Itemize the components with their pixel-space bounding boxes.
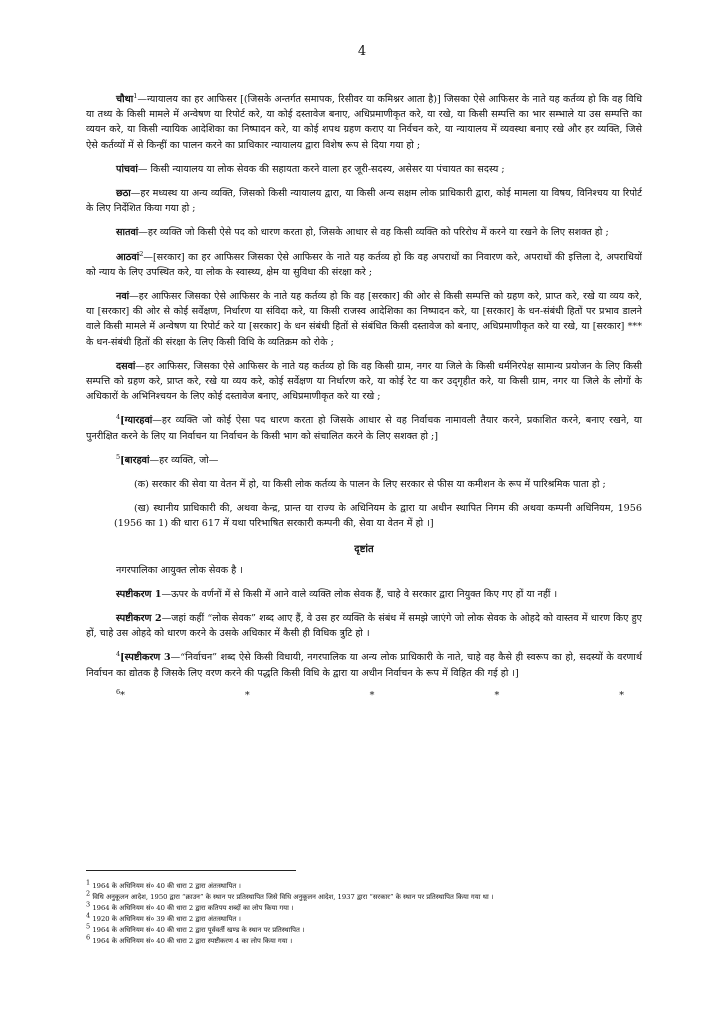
clause-seventh <box>86 225 642 240</box>
sub-clause-b: (ख) स्थानीय प्राधिकारी की, अथवा केन्द्र, प्रान्त या राज्य के अधिनियम के द्वारा या अधीन स्थापित निगम की अथवा कम्पनी अधिनियम, 1956 (1956 का 1) की धारा 617 में यथा परिभाषित सरकारी कम्पनी की, सेवा या वेतन में हो ।] <box>114 503 642 530</box>
star-mark: * <box>494 689 500 701</box>
footnote-ref: 5 <box>116 452 121 461</box>
footnote: 6 1964 के अधिनियम सं० 40 की धारा 2 द्वारा स्पष्टीकरण 4 का लोप किया गया । <box>86 933 293 945</box>
clause-heading: [बारहवां <box>120 454 150 466</box>
clause-heading: सातवां <box>116 227 139 239</box>
footnote-ref: 1 <box>133 91 138 100</box>
footnote-rule <box>86 870 296 871</box>
footnote: 4 1920 के अधिनियम सं० 39 की धारा 2 द्वारा अंतःस्थापित । <box>86 911 242 923</box>
page-number: 4 <box>357 44 367 59</box>
omission-stars <box>86 687 642 701</box>
clause-text: —हर आफिसर, जिसका ऐसे आफिसर के नाते यह कर्तव्य हो कि वह किसी ग्राम, नगर या जिले के किसी धर्मनिरपेक्ष सामान्य प्रयोजन के लिए किसी सम्पत्ति को ग्रहण करे, प्राप्त करे, रखे या व्यय करे, कोई सर्वेक्षण या निर्धारण करे, या कोई रेट या कर उद्‌गृहीत करे, या किसी ग्राम, नगर या जिले के लोगों के अधिकारों के अभिनिश्चयन के लिए कोई दस्तावेज बनाए, अधिप्रमाणीकृत करे या रखे ; <box>86 360 642 403</box>
explanation-heading: स्पष्टीकरण 1 <box>116 588 162 600</box>
clause-text: —हर व्यक्ति जो कोई ऐसा पद धारण करता हो जिसके आधार से वह निर्वाचक नामावली तैयार करने, प्रकाशित करने, बनाए रखने, या पुनरीक्षित करने के लिए या निर्वाचन या निर्वाचन के किसी भाग को संचालित करने के लिए सशक्त हो ;] <box>86 415 642 442</box>
explanation-heading: [स्पष्टीकरण 3 <box>120 652 171 664</box>
star-mark: * <box>369 689 375 701</box>
footnote-ref: 4 <box>116 413 121 422</box>
explanation-3 <box>86 650 642 680</box>
footnote-ref: 6 <box>116 687 121 696</box>
clause-eighth <box>86 250 642 280</box>
page-body <box>86 92 642 701</box>
clause-text: —हर व्यक्ति, जो— <box>149 454 219 466</box>
star-mark: * <box>244 689 250 701</box>
footnote-ref: 2 <box>139 249 144 258</box>
clause-heading: चौथा <box>116 94 134 105</box>
clause-ninth <box>86 289 642 350</box>
explanation-1 <box>86 587 642 602</box>
footnote: 1 1964 के अधिनियम सं० 40 की धारा 2 द्वारा अंतःस्थापित । <box>86 878 242 890</box>
illustration-text: नगरपालिका आयुक्त लोक सेवक है । <box>116 564 243 576</box>
explanation-text: —“निर्वाचन” शब्द ऐसे किसी विधायी, नगरपालिक या अन्य लोक प्राधिकारी के नाते, चाहे वह कैसे ही स्वरूप का हो, सदस्यों के वरणार्थ निर्वाचन का द्योतक है जिसके लिए वरण करने की पद्धति किसी विधि के द्वारा या अधीन निर्वाचन के रूप में विहित की गई हो ।] <box>86 652 642 679</box>
explanation-2 <box>86 611 642 641</box>
clause-fifth <box>86 162 642 177</box>
clause-text: —हर व्यक्ति जो किसी ऐसे पद को धारण करता हो, जिसके आधार से वह किसी व्यक्ति को परिरोध में करने या रखने के लिए सशक्त हो ; <box>138 227 609 239</box>
footnote-ref: 4 <box>116 650 121 659</box>
clause-twelfth <box>86 453 642 468</box>
explanation-text: —ऊपर के वर्णनों में से किसी में आने वाले व्यक्ति लोक सेवक हैं, चाहे वे सरकार द्वारा नियुक्त किए गए हों या नहीं । <box>161 588 558 600</box>
clause-heading: [ग्यारहवां <box>120 415 153 427</box>
sub-clause-a: (क) सरकार की सेवा या वेतन में हो, या किसी लोक कर्तव्य के पालन के लिए सरकार से फीस या कमीशन के रूप में पारिश्रमिक पाता हो ; <box>134 479 606 491</box>
clause-text: —[सरकार] का हर आफिसर जिसका ऐसे आफिसर के नाते यह कर्तव्य हो कि वह अपराधों का निवारण करे, अपराधों की इत्तिला दे, अपराधियों को न्याय के लिए उपस्थित करे, या लोक के स्वास्थ्य, क्षेम या सुविधा की संरक्षा करे ; <box>86 251 642 278</box>
footnote: 3 1964 के अधिनियम सं० 40 की धारा 2 द्वारा कतिपय शब्दों का लोप किया गया । <box>86 900 294 912</box>
clause-fourth <box>86 92 642 153</box>
clause-heading: छठा <box>116 188 131 200</box>
clause-heading: दसवां <box>116 360 136 372</box>
clause-text: —न्यायालय का हर आफिसर [(जिसके अन्तर्गत समापक, रिसीवर या कमिश्नर आता है)] जिसका ऐसे आफिसर के नाते यह कर्तव्य हो कि वह विधि या तथ्य के किसी मामले में अन्वेषण या रिपोर्ट करे, या कोई दस्तावेज बनाए, अधिप्रमाणीकृत करे, या रखे, या किसी सम्पत्ति का भार सम्भाले या उस सम्पत्ति का व्ययन करे, या किसी न्यायिक आदेशिका का निष्पादन करे, या कोई शपथ ग्रहण कराए या निर्वचन करे, या न्यायालय में व्यवस्था बनाए रखे और हर व्यक्ति, जिसे ऐसे कर्तव्यों में से किन्हीं का पालन करने का प्राधिकार न्यायालय द्वारा विशेष रूप से दिया गया हो ; <box>86 94 642 151</box>
footnotes <box>86 870 642 947</box>
explanation-text: —जहां कहीं “लोक सेवक” शब्द आए हैं, वे उस हर व्यक्ति के संबंध में समझे जाएंगे जो लोक सेवक के ओहदे को वास्तव में धारण किए हुए हों, चाहे उस ओहदे को धारण करने के उसके अधिकार में कैसी ही विधिक त्रुटि हो । <box>86 613 642 640</box>
footnote: 5 1964 के अधिनियम सं० 40 की धारा 2 द्वारा पूर्ववर्ती खण्ड के स्थान पर प्रतिस्थापित । <box>86 922 305 934</box>
clause-sixth <box>86 186 642 216</box>
explanation-heading: स्पष्टीकरण 2 <box>116 613 162 625</box>
clause-heading: नवां <box>116 291 130 303</box>
clause-eleventh <box>86 413 642 443</box>
clause-text: —हर आफिसर जिसका ऐसे आफिसर के नाते यह कर्तव्य हो कि वह [सरकार] की ओर से किसी सम्पत्ति को ग्रहण करे, प्राप्त करे, रखे या व्यय करे, या [सरकार] की ओर से कोई सर्वेक्षण, निर्धारण या संविदा करे, या किसी राजस्व आदेशिका का निष्पादन करे, या [सरकार] के धन-संबंधी हितों पर प्रभाव डालने वाले किसी मामले में अन्वेषण या रिपोर्ट करे या [सरकार] के धन संबंधी हितों से संबंधित किसी दस्तावेज को बनाए, अधिप्रमाणीकृत करे या रखे, या [सरकार] *** के धन-संबंधी हितों की संरक्षा के लिए किसी विधि के व्यतिक्रम को रोके ; <box>86 291 642 348</box>
clause-heading: पांचवां <box>116 163 138 175</box>
clause-text: — किसी न्यायालय या लोक सेवक की सहायता करने वाला हर जूरी-सदस्य, असेसर या पंचायत का सदस्य ; <box>137 163 505 175</box>
illustration-heading: दृष्टांत <box>354 543 374 555</box>
footnote: 2 विधि अनुकूलन आदेश, 1950 द्वारा “क्राउन” के स्थान पर प्रतिस्थापित जिसे विधि अनुकूलन आदेश, 1937 द्वारा “सरकार” के स्थान पर प्रतिस्थापित किया गया था । <box>86 889 494 901</box>
star-mark: * <box>619 689 624 701</box>
clause-text: —हर मध्यस्थ या अन्य व्यक्ति, जिसको किसी न्यायालय द्वारा, या किसी अन्य सक्षम लोक प्राधिकारी द्वारा, कोई मामला या विषय, विनिश्चय या रिपोर्ट के लिए निर्देशित किया गया हो ; <box>86 188 642 215</box>
clause-heading: आठवां <box>116 251 140 263</box>
star-mark: $^6$* <box>116 687 125 701</box>
clause-tenth <box>86 359 642 405</box>
